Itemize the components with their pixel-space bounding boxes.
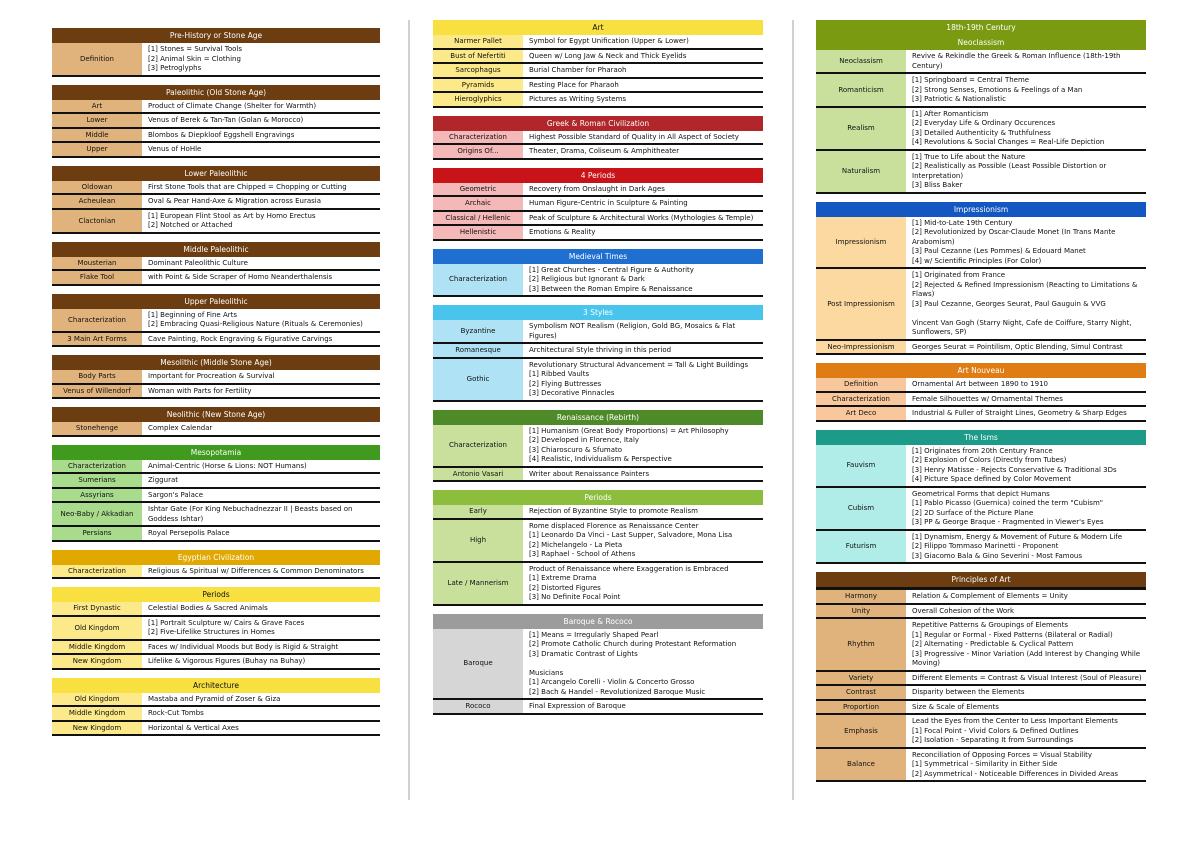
row-term: Emphasis xyxy=(816,715,906,747)
row-description: Final Expression of Baroque xyxy=(529,702,626,710)
row-term: Characterization xyxy=(433,264,523,296)
section-header: Periods xyxy=(433,490,763,505)
row-description: Highest Possible Standard of Quality in All Aspect of Society xyxy=(529,132,739,141)
section-middle-paleolithic xyxy=(52,242,380,286)
table-row xyxy=(433,468,763,483)
row-description: Emotions & Reality xyxy=(529,228,596,236)
row-term: Origins Of... xyxy=(433,145,523,158)
table-row xyxy=(433,35,763,50)
row-description: Ziggurat xyxy=(148,476,178,484)
table-row xyxy=(433,505,763,520)
row-description: Theater, Drama, Coliseum & Amphitheater xyxy=(529,147,680,155)
row-description: with Point & Side Scraper of Homo Neanderthalensis xyxy=(148,273,333,281)
table-row xyxy=(52,489,380,504)
section-header: Renaissance (Rebirth) xyxy=(433,410,763,425)
section-header: Art xyxy=(433,20,763,35)
row-description: Royal Persepolis Palace xyxy=(148,529,230,537)
row-term: Middle Kingdom xyxy=(52,641,142,654)
table-row xyxy=(816,686,1146,701)
section-header: Impressionism xyxy=(816,202,1146,217)
table-row xyxy=(433,563,763,606)
row-description: Architectural Style thriving in this period xyxy=(529,346,672,354)
table-row xyxy=(816,108,1146,151)
section-architecture xyxy=(52,678,380,737)
row-term: Classical / Hellenic xyxy=(433,212,523,225)
table-row xyxy=(433,79,763,94)
row-description: Mastaba and Pyramid of Zoser & Giza xyxy=(148,694,281,703)
table-row xyxy=(433,264,763,298)
section-pre-history-or-stone-age xyxy=(52,28,380,77)
table-row xyxy=(52,693,380,708)
row-term: Narmer Pallet xyxy=(433,35,523,48)
table-row xyxy=(52,722,380,737)
table-row xyxy=(433,320,763,344)
row-term: Bust of Nefertiti xyxy=(433,50,523,63)
row-term: Upper xyxy=(52,143,142,156)
row-description: Ornamental Art between 1890 to 1910 xyxy=(912,380,1048,388)
row-term: Flake Tool xyxy=(52,271,142,284)
row-description: Woman with Parts for Fertility xyxy=(148,386,252,395)
section-header: Mesolithic (Middle Stone Age) xyxy=(52,355,380,370)
row-description: [1] Beginning of Fine Arts [2] Embracing Quasi-Religious Nature (Rituals & Ceremonies) xyxy=(148,310,363,328)
row-term: Characterization xyxy=(433,131,523,144)
table-row xyxy=(52,617,380,641)
row-term: Rhythm xyxy=(816,619,906,670)
table-row xyxy=(52,210,380,234)
row-description: Human Figure-Centric in Sculpture & Painting xyxy=(529,199,688,207)
row-term: Clactonian xyxy=(52,210,142,232)
row-description: Repetitive Patterns & Groupings of Elements [1] Regular or Formal - Fixed Patterns (Bilateral or Radial) [2] Alternating - Predictable & Cyclical Pattern [3] Progressive - Minor Variation (Add Interest by Changing While Moving) xyxy=(912,621,1141,667)
column-divider-1 xyxy=(408,20,410,800)
row-description: Oval & Pear Hand-Axe & Migration across Eurasia xyxy=(148,197,322,205)
section-header: Neoclassism xyxy=(816,35,1146,50)
section-header: Art Nouveau xyxy=(816,363,1146,378)
row-term: High xyxy=(433,520,523,561)
row-term: First Dynastic xyxy=(52,602,142,615)
table-row xyxy=(52,129,380,144)
section-mesolithic-middle-stone-age xyxy=(52,355,380,399)
row-description: Queen w/ Long Jaw & Neck and Thick Eyelids xyxy=(529,51,687,60)
section-periods xyxy=(433,490,763,606)
table-row xyxy=(433,197,763,212)
section-header: Greek & Roman Civilization xyxy=(433,116,763,131)
row-term: Late / Mannerism xyxy=(433,563,523,604)
row-term: New Kingdom xyxy=(52,655,142,668)
section-header: The Isms xyxy=(816,430,1146,445)
table-row xyxy=(816,269,1146,341)
section-art-nouveau xyxy=(816,363,1146,422)
table-row xyxy=(433,183,763,198)
table-row xyxy=(52,195,380,210)
row-description: Important for Procreation & Survival xyxy=(148,372,275,380)
section-impressionism xyxy=(816,202,1146,356)
table-row xyxy=(816,590,1146,605)
row-description: Celestial Bodies & Sacred Animals xyxy=(148,604,268,612)
row-term: Romanticism xyxy=(816,74,906,106)
section-mesopotamia xyxy=(52,445,380,542)
table-row xyxy=(52,422,380,437)
row-term: Old Kingdom xyxy=(52,617,142,639)
section-header: 18th-19th Century xyxy=(816,20,1146,35)
section-header: Pre-History or Stone Age xyxy=(52,28,380,43)
section-header: Neolithic (New Stone Age) xyxy=(52,407,380,422)
section-egyptian-civilization xyxy=(52,550,380,580)
table-row xyxy=(433,212,763,227)
row-description: Different Elements = Contrast & Visual Interest (Soul of Pleasure) xyxy=(912,673,1142,682)
row-description: Sargon's Palace xyxy=(148,490,204,499)
table-row xyxy=(52,641,380,656)
table-row xyxy=(52,181,380,196)
section-18th-19th-century xyxy=(816,20,1146,35)
row-description: Relation & Complement of Elements = Unity xyxy=(912,592,1068,600)
table-row xyxy=(816,74,1146,108)
column-divider-2 xyxy=(792,20,794,800)
row-term: Byzantine xyxy=(433,320,523,342)
section-header: Egyptian Civilization xyxy=(52,550,380,565)
section-header: Periods xyxy=(52,587,380,602)
row-description: Resting Place for Pharaoh xyxy=(529,80,619,89)
table-row xyxy=(816,393,1146,408)
row-term: Rococo xyxy=(433,700,523,713)
row-description: Revolutionary Structural Advancement = Tall & Light Buildings [1] Ribbed Vaults [2] Flying Buttresses [3] Decorative Pinnacles xyxy=(529,360,749,397)
row-description: Reconciliation of Opposing Forces = Visual Stability [1] Symmetrical - Similarity in Either Side [2] Asymmetrical - Noticeable Differences in Divided Areas xyxy=(912,750,1119,778)
row-description: Female Silhouettes w/ Ornamental Themes xyxy=(912,394,1063,403)
row-term: Balance xyxy=(816,749,906,781)
row-term: Venus of Willendorf xyxy=(52,385,142,398)
row-term: Lower xyxy=(52,114,142,127)
row-term: Characterization xyxy=(52,565,142,578)
row-term: Hellenistic xyxy=(433,226,523,239)
row-description: [1] Originates from 20th Century France [2] Explosion of Colors (Directly from Tubes) [3] Henry Matisse - Rejects Conservative & Traditional 3Ds [4] Picture Space defined by Color Movement xyxy=(912,446,1117,483)
section-header: 4 Periods xyxy=(433,168,763,183)
table-row xyxy=(433,425,763,468)
row-description: [1] Originated from France [2] Rejected & Refined Impressionism (Reacting to Limitations & Flaws) [3] Paul Cezanne, Georges Seurat, Paul Gauguin & VVG Vincent Van Gogh (Starry Night, Cafe de Coiffure, Starry Night, Sunflowers, SP) xyxy=(912,271,1138,336)
section-header: Middle Paleolithic xyxy=(52,242,380,257)
section-neoclassism xyxy=(816,35,1146,194)
section-principles-of-art xyxy=(816,572,1146,782)
row-description: Cave Painting, Rock Engraving & Figurative Carvings xyxy=(148,334,333,343)
row-term: Art Deco xyxy=(816,407,906,420)
section-the-isms xyxy=(816,430,1146,565)
table-row xyxy=(52,271,380,286)
row-description: First Stone Tools that are Chipped = Chopping or Cutting xyxy=(148,182,347,191)
table-row xyxy=(816,531,1146,565)
row-term: Hieroglyphics xyxy=(433,93,523,106)
row-description: Burial Chamber for Pharaoh xyxy=(529,66,627,74)
table-row xyxy=(816,619,1146,672)
table-row xyxy=(52,114,380,129)
section-header: Medieval Times xyxy=(433,249,763,264)
table-row xyxy=(433,145,763,160)
row-term: Characterization xyxy=(433,425,523,466)
table-row xyxy=(52,385,380,400)
row-description: Pictures as Writing Systems xyxy=(529,95,627,103)
row-description: [1] Stones = Survival Tools [2] Animal Skin = Clothing [3] Petroglyphs xyxy=(148,45,243,72)
table-row xyxy=(52,602,380,617)
table-row xyxy=(816,151,1146,194)
row-description: Complex Calendar xyxy=(148,424,213,432)
row-term: Contrast xyxy=(816,686,906,699)
section-header: Mesopotamia xyxy=(52,445,380,460)
row-description: Writer about Renaissance Painters xyxy=(529,469,650,478)
section-header: Baroque & Rococo xyxy=(433,614,763,629)
table-row xyxy=(816,217,1146,270)
table-row xyxy=(816,672,1146,687)
table-row xyxy=(52,309,380,333)
row-term: Oldowan xyxy=(52,181,142,194)
row-term: Post Impressionism xyxy=(816,269,906,339)
row-term: Gothic xyxy=(433,359,523,400)
row-description: Blombos & Diepkloof Eggshell Engravings xyxy=(148,130,295,139)
row-description: [1] Great Churches - Central Figure & Authority [2] Religious but Ignorant & Dark [3] Between the Roman Empire & Renaissance xyxy=(529,265,694,293)
section-lower-paleolithic xyxy=(52,166,380,234)
section-greek-roman-civilization xyxy=(433,116,763,160)
row-term: Harmony xyxy=(816,590,906,603)
row-term: Geometric xyxy=(433,183,523,196)
row-description: Religious & Spiritual w/ Differences & Common Denominators xyxy=(148,566,364,575)
table-row xyxy=(433,93,763,108)
row-term: Early xyxy=(433,505,523,518)
table-row xyxy=(816,749,1146,783)
row-term: Acheulean xyxy=(52,195,142,208)
row-term: Art xyxy=(52,100,142,113)
table-row xyxy=(52,503,380,527)
section-upper-paleolithic xyxy=(52,294,380,348)
table-row xyxy=(52,370,380,385)
row-term: Sumerians xyxy=(52,474,142,487)
row-description: [1] Portrait Sculpture w/ Cairs & Grave Faces [2] Five-Lifelike Structures in Homes xyxy=(148,618,305,636)
row-description: Symbol for Egypt Unification (Upper & Lower) xyxy=(529,37,689,45)
row-term: Definition xyxy=(816,378,906,391)
table-row xyxy=(52,43,380,77)
row-description: Dominant Paleolithic Culture xyxy=(148,258,248,267)
row-term: Characterization xyxy=(52,309,142,331)
row-description: Product of Climate Change (Shelter for Warmth) xyxy=(148,101,317,110)
row-description: Georges Seurat = Pointilism, Optic Blending, Simul Contrast xyxy=(912,342,1123,351)
section-medieval-times xyxy=(433,249,763,298)
row-term: Definition xyxy=(52,43,142,75)
row-term: Characterization xyxy=(52,460,142,473)
section-3-styles xyxy=(433,305,763,402)
row-description: Horizontal & Vertical Axes xyxy=(148,723,239,732)
row-term: Neo-Baby / Akkadian xyxy=(52,503,142,525)
row-description: [1] True to Life about the Nature [2] Realistically as Possible (Least Possible Distortion or Interpretation) [3] Bliss Baker xyxy=(912,152,1107,189)
row-description: Peak of Sculpture & Architectural Works (Mythologies & Temple) xyxy=(529,213,754,222)
row-description: [1] European Flint Stool as Art by Homo Erectus [2] Notched or Attached xyxy=(148,211,316,229)
table-row xyxy=(52,143,380,158)
row-description: Venus of HoHle xyxy=(148,145,202,153)
table-row xyxy=(52,100,380,115)
section-header: Lower Paleolithic xyxy=(52,166,380,181)
table-row xyxy=(433,64,763,79)
row-description: Symbolism NOT Realism (Religion, Gold BG, Mosaics & Flat Figures) xyxy=(529,322,736,340)
table-row xyxy=(52,333,380,348)
row-term: Neo-Impressionism xyxy=(816,341,906,354)
table-row xyxy=(816,715,1146,749)
row-description: Rejection of Byzantine Style to promote Realism xyxy=(529,507,698,515)
row-term: Archaic xyxy=(433,197,523,210)
row-term: 3 Main Art Forms xyxy=(52,333,142,346)
table-row xyxy=(52,565,380,580)
section-neolithic-new-stone-age xyxy=(52,407,380,437)
row-term: Mousterian xyxy=(52,257,142,270)
section-header: Architecture xyxy=(52,678,380,693)
row-description: Venus of Berek & Tan-Tan (Golan & Morocco) xyxy=(148,116,304,124)
table-row xyxy=(433,50,763,65)
section-header: Upper Paleolithic xyxy=(52,294,380,309)
row-description: [1] Springboard = Central Theme [2] Strong Senses, Emotions & Feelings of a Man [3] Patriotic & Nationalistic xyxy=(912,76,1083,103)
row-term: Unity xyxy=(816,605,906,618)
row-term: Impressionism xyxy=(816,217,906,268)
row-description: [1] Mid-to-Late 19th Century [2] Revolutionized by Oscar-Claude Monet (In Trans Mante Arabomism) [3] Paul Cezanne (Les Pommes) & Edouard Manet [4] w/ Scientific Principles (For Color) xyxy=(912,218,1116,265)
row-term: Neoclassism xyxy=(816,50,906,72)
section-header: 3 Styles xyxy=(433,305,763,320)
table-row xyxy=(816,341,1146,356)
row-term: Proportion xyxy=(816,701,906,714)
column-left xyxy=(52,28,380,744)
row-description: [1] Dynamism, Energy & Movement of Future & Modern Life [2] Filippo Tommaso Marinetti - Proponent [3] Giacomo Bala & Gino Severini - Most Famous xyxy=(912,532,1123,560)
row-term: Assyrians xyxy=(52,489,142,502)
table-row xyxy=(52,527,380,542)
row-description: [1] After Romanticism [2] Everyday Life & Ordinary Occurences [3] Detailed Authenticity & Truthfulness [4] Revolutions & Social Changes = Real-Life Depiction xyxy=(912,109,1105,146)
row-term: Old Kingdom xyxy=(52,693,142,706)
table-row xyxy=(816,488,1146,531)
table-row xyxy=(433,131,763,146)
section-art xyxy=(433,20,763,108)
row-description: [1] Humanism (Great Body Proportions) = Art Philosophy [2] Developed in Florence, Italy [3] Chiaroscuro & Sfumato [4] Realistic, Individualism & Perspective xyxy=(529,426,729,463)
row-description: [1] Means = Irregularly Shaped Pearl [2] Promote Catholic Church during Protestant Reformation [3] Dramatic Contrast of Lights Musicians [1] Arcangelo Corelli - Violin & Concerto Grosso [2] Bach & Handel - Revolutionized Baroque Music xyxy=(529,630,737,696)
row-term: Characterization xyxy=(816,393,906,406)
row-description: Size & Scale of Elements xyxy=(912,702,999,711)
row-description: Lead the Eyes from the Center to Less Important Elements [1] Focal Point - Vivid Colors & Defined Outlines [2] Isolation - Separating It from Surroundings xyxy=(912,717,1118,744)
section-header: Principles of Art xyxy=(816,572,1146,590)
table-row xyxy=(433,226,763,241)
row-term: New Kingdom xyxy=(52,722,142,735)
row-term: Romanesque xyxy=(433,344,523,357)
column-right xyxy=(816,20,1146,790)
row-term: Naturalism xyxy=(816,151,906,192)
table-row xyxy=(816,445,1146,488)
row-description: Overall Cohesion of the Work xyxy=(912,606,1015,615)
row-description: Lifelike & Vigorous Figures (Buhay na Buhay) xyxy=(148,657,306,665)
table-row xyxy=(52,460,380,475)
section-renaissance-rebirth xyxy=(433,410,763,483)
table-row xyxy=(433,700,763,715)
row-description: Faces w/ Individual Moods but Body is Rigid & Straight xyxy=(148,642,339,651)
table-row xyxy=(433,344,763,359)
table-row xyxy=(433,629,763,701)
section-paleolithic-old-stone-age xyxy=(52,85,380,158)
row-description: Disparity between the Elements xyxy=(912,688,1025,696)
row-term: Middle Kingdom xyxy=(52,707,142,720)
row-description: Recovery from Onslaught in Dark Ages xyxy=(529,184,665,193)
row-description: Animal-Centric (Horse & Lions: NOT Humans) xyxy=(148,461,307,470)
section-baroque-rococo xyxy=(433,614,763,715)
section-periods xyxy=(52,587,380,670)
table-row xyxy=(52,474,380,489)
row-term: Baroque xyxy=(433,629,523,699)
row-term: Realism xyxy=(816,108,906,149)
section-header: Paleolithic (Old Stone Age) xyxy=(52,85,380,100)
row-term: Variety xyxy=(816,672,906,685)
row-description: Industrial & Fuller of Straight Lines, Geometry & Sharp Edges xyxy=(912,409,1127,417)
table-row xyxy=(816,407,1146,422)
table-row xyxy=(433,520,763,563)
table-row xyxy=(816,378,1146,393)
row-description: Rome displaced Florence as Renaissance Center [1] Leonardo Da Vinci - Last Supper, Salvadore, Mona Lisa [2] Michelangelo - La Pieta [3] Raphael - School of Athens xyxy=(529,521,733,558)
row-term: Body Parts xyxy=(52,370,142,383)
row-description: Geometrical Forms that depict Humans [1] Pablo Picasso (Guernica) coined the term "Cubism" [2] 2D Surface of the Picture Plane [3] PP & George Braque - Fragmented in Viewer's Eyes xyxy=(912,489,1104,526)
row-term: Pyramids xyxy=(433,79,523,92)
row-description: Rock-Cut Tombs xyxy=(148,709,204,717)
row-term: Fauvism xyxy=(816,445,906,486)
row-description: Product of Renaissance where Exaggeration is Embraced [1] Extreme Drama [2] Distorted Figures [3] No Definite Focal Point xyxy=(529,564,729,601)
row-term: Middle xyxy=(52,129,142,142)
row-term: Sarcophagus xyxy=(433,64,523,77)
table-row xyxy=(816,605,1146,620)
row-term: Stonehenge xyxy=(52,422,142,435)
table-row xyxy=(816,701,1146,716)
row-description: Revive & Rekindle the Greek & Roman Influence (18th-19th Century) xyxy=(912,52,1121,70)
table-row xyxy=(816,50,1146,74)
row-term: Antonio Vasari xyxy=(433,468,523,481)
row-term: Cubism xyxy=(816,488,906,529)
row-description: Ishtar Gate (For King Nebuchadnezzar II | Beasts based on Goddess Ishtar) xyxy=(148,505,353,523)
column-middle xyxy=(433,20,763,723)
table-row xyxy=(433,359,763,402)
section-4-periods xyxy=(433,168,763,241)
row-term: Futurism xyxy=(816,531,906,563)
table-row xyxy=(52,655,380,670)
row-term: Persians xyxy=(52,527,142,540)
table-row xyxy=(52,707,380,722)
table-row xyxy=(52,257,380,272)
